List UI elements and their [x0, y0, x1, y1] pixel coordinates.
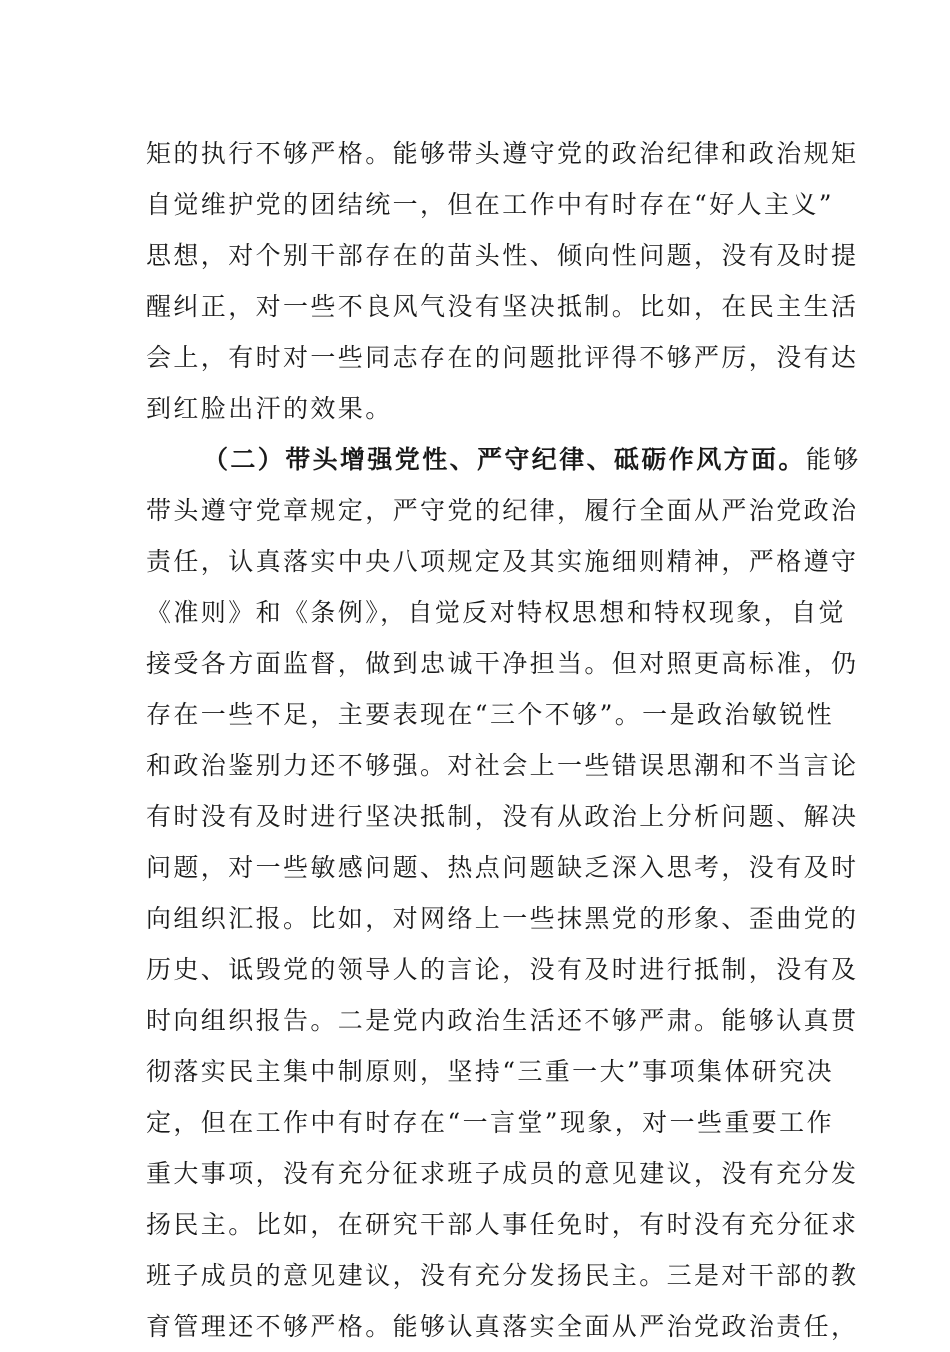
text-line: 班子成员的意见建议，没有充分发扬民主。三是对干部的教	[146, 1261, 859, 1290]
text-line: 有时没有及时进行坚决抵制，没有从政治上分析问题、解决	[146, 802, 859, 831]
text-line: 责任，认真落实中央八项规定及其实施细则精神，严格遵守	[146, 547, 859, 576]
text-line: 扬民主。比如，在研究干部人事任免时，有时没有充分征求	[146, 1210, 859, 1239]
text-line: 到红脸出汗的效果。	[146, 394, 393, 423]
text-line: 接受各方面监督，做到忠诚干净担当。但对照更高标准，仍	[146, 649, 859, 678]
section-heading-line	[146, 434, 861, 485]
text-line: 自觉维护党的团结统一，但在工作中有时存在“好人主义”	[146, 190, 834, 219]
section-heading: （二）带头增强党性、严守纪律、砥砺作风方面。	[203, 445, 806, 474]
text-line: 思想，对个别干部存在的苗头性、倾向性问题，没有及时提	[146, 241, 859, 270]
text-line: 存在一些不足，主要表现在“三个不够”。一是政治敏锐性	[146, 700, 834, 729]
text-line: 问题，对一些敏感问题、热点问题缺乏深入思考，没有及时	[146, 853, 859, 882]
section-heading-continuation: 能够	[805, 445, 861, 474]
text-line: 会上，有时对一些同志存在的问题批评得不够严厉，没有达	[146, 343, 859, 372]
text-line: 《准则》和《条例》，自觉反对特权思想和特权现象，自觉	[146, 598, 846, 627]
body-text	[146, 128, 861, 1352]
text-line: 重大事项，没有充分征求班子成员的意见建议，没有充分发	[146, 1159, 859, 1188]
text-line: 矩的执行不够严格。能够带头遵守党的政治纪律和政治规矩	[146, 139, 859, 168]
text-line: 向组织汇报。比如，对网络上一些抹黑党的形象、歪曲党的	[146, 904, 859, 933]
text-line: 历史、诋毁党的领导人的言论，没有及时进行抵制，没有及	[146, 955, 859, 984]
text-line: 醒纠正，对一些不良风气没有坚决抵制。比如，在民主生活	[146, 292, 859, 321]
text-line: 定，但在工作中有时存在“一言堂”现象，对一些重要工作	[146, 1108, 834, 1137]
text-line: 和政治鉴别力还不够强。对社会上一些错误思潮和不当言论	[146, 751, 859, 780]
text-line: 带头遵守党章规定，严守党的纪律，履行全面从严治党政治	[146, 496, 859, 525]
text-line: 育管理还不够严格。能够认真落实全面从严治党政治责任，	[146, 1312, 859, 1341]
text-line: 彻落实民主集中制原则，坚持“三重一大”事项集体研究决	[146, 1057, 834, 1086]
text-line: 时向组织报告。二是党内政治生活还不够严肃。能够认真贯	[146, 1006, 859, 1035]
